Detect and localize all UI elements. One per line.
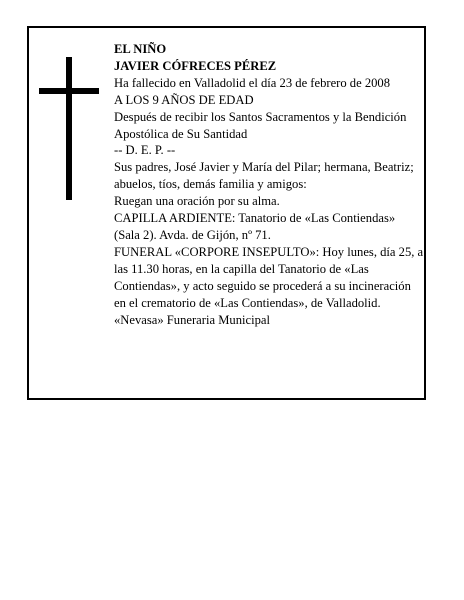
- prayer-line: Ruegan una oración por su alma.: [114, 194, 280, 209]
- funeral-home-line: «Nevasa» Funeraria Municipal: [114, 312, 270, 327]
- latin-cross-icon: [39, 57, 99, 200]
- obituary-notice: [27, 26, 426, 400]
- sacraments-line: Después de recibir los Santos Sacramentos y la Bendición Apostólica de Su Santidad: [114, 109, 407, 141]
- deceased-name: JAVIER CÓFRECES PÉREZ: [114, 58, 277, 73]
- family-line: Sus padres, José Javier y María del Pilar; hermana, Beatriz; abuelos, tíos, demás familia y amigos:: [114, 160, 414, 192]
- chapel-line: CAPILLA ARDIENTE: Tanatorio de «Las Contiendas» (Sala 2). Avda. de Gijón, nº 71.: [114, 211, 396, 242]
- funeral-line: FUNERAL «CORPORE INSEPULTO»: Hoy lunes, día 25, a las 11.30 horas, en la capilla del Tanatorio de «Las Contiendas», y acto seguido se procederá a su incineración en el crematorio de «Las Contiendas», de Valladolid.: [114, 244, 424, 310]
- notice-body: [114, 41, 424, 328]
- notice-heading: EL NIÑO: [114, 42, 167, 56]
- cross-vertical-bar: [66, 57, 72, 200]
- age-line: A LOS 9 AÑOS DE EDAD: [114, 92, 254, 107]
- death-info: Ha fallecido en Valladolid el día 23 de febrero de 2008: [114, 75, 391, 90]
- rip-line: -- D. E. P. --: [114, 143, 176, 158]
- cross-horizontal-bar: [39, 88, 99, 94]
